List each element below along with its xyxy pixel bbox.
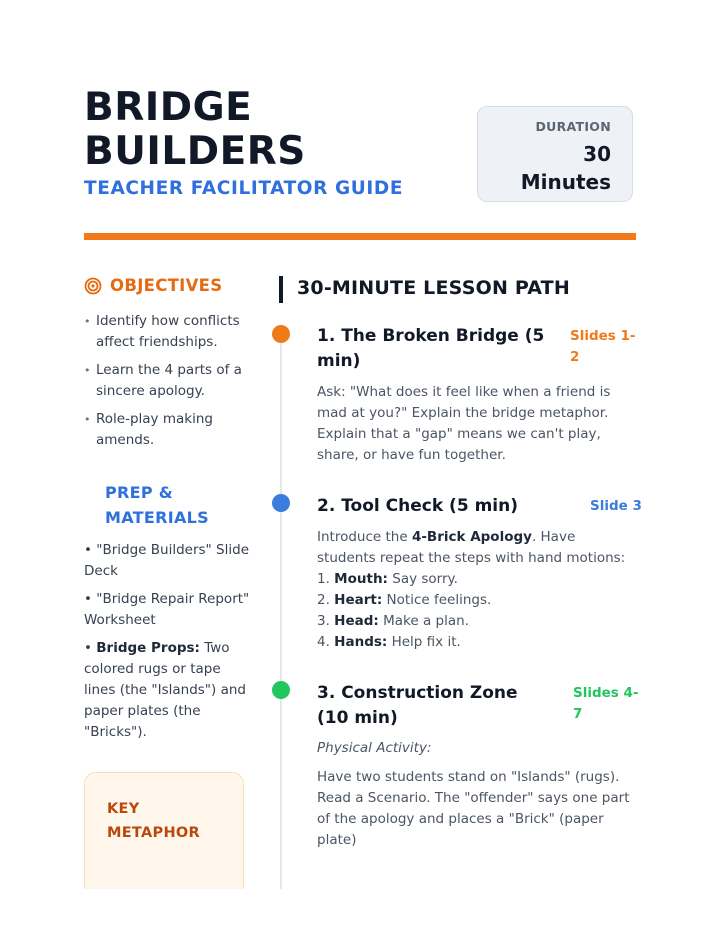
objectives-title: OBJECTIVES — [110, 276, 223, 295]
list-item: • Role-play making amends. — [84, 409, 254, 451]
lesson-path-title: 30-MINUTE LESSON PATH — [297, 277, 570, 299]
prep-title: PREP & MATERIALS — [105, 483, 209, 527]
step-title: 1. The Broken Bridge (5 min) — [317, 326, 545, 371]
page-subtitle: TEACHER FACILITATOR GUIDE — [84, 178, 404, 199]
step-body: Introduce the 4-Brick Apology. Have students repeat the steps with hand motions: 1. Mouth: Say sorry. 2. Heart: Notice feelings. 3. Head: Make a plan. 4. Hands: Help fix it. — [317, 527, 637, 653]
step-body: Ask: "What does it feel like when a friend is mad at you?" Explain the bridge metaphor. Explain that a "gap" means we can't play, share, or have fun together. — [317, 384, 611, 463]
timeline-dot-3 — [272, 681, 290, 699]
list-item: • "Bridge Builders" Slide Deck — [84, 542, 249, 579]
slide-tag: Slides 4-7 — [573, 685, 639, 722]
list-item: • Learn the 4 parts of a sincere apology. — [84, 360, 254, 402]
step-title: 2. Tool Check (5 min) — [317, 496, 518, 516]
list-item: • "Bridge Repair Report" Worksheet — [84, 591, 250, 628]
activity-note: Physical Activity: — [317, 740, 432, 756]
duration-value-text: 30 Minutes — [520, 142, 611, 194]
target-icon — [84, 277, 102, 295]
page-title: BRIDGE BUILDERS — [84, 85, 306, 174]
step-title: 3. Construction Zone (10 min) — [317, 683, 518, 728]
apology-step: 3. Head: Make a plan. — [317, 613, 469, 629]
apology-step: 4. Hands: Help fix it. — [317, 634, 461, 650]
objectives-heading — [84, 276, 222, 295]
timeline-line — [280, 333, 282, 889]
list-item: • Identify how conflicts affect friendships. — [84, 311, 254, 353]
timeline-dot-1 — [272, 325, 290, 343]
page-bottom-mask — [0, 889, 720, 932]
duration-label: DURATION — [535, 119, 611, 134]
step-body: Have two students stand on "Islands" (rugs). Read a Scenario. The "offender" says one part of the apology and places a "Brick" (paper plate) — [317, 769, 630, 848]
slide-tag: Slide 3 — [590, 498, 642, 514]
header-divider — [84, 233, 636, 240]
apology-step: 1. Mouth: Say sorry. — [317, 571, 458, 587]
lesson-step-2 — [317, 494, 642, 653]
lesson-step-1 — [317, 324, 637, 466]
slide-tag: Slides 1-2 — [570, 328, 636, 365]
duration-value — [478, 140, 611, 196]
list-item: • Bridge Props: Two colored rugs or tape lines (the "Islands") and paper plates (the "Bricks"). — [84, 640, 246, 740]
apology-step: 2. Heart: Notice feelings. — [317, 592, 492, 608]
objectives-list — [84, 311, 254, 458]
prep-list — [84, 540, 252, 750]
lesson-step-3 — [317, 681, 637, 851]
section-accent-bar — [279, 276, 283, 303]
metaphor-title: KEY METAPHOR — [107, 801, 200, 841]
duration-card — [477, 106, 633, 202]
timeline-dot-2 — [272, 494, 290, 512]
